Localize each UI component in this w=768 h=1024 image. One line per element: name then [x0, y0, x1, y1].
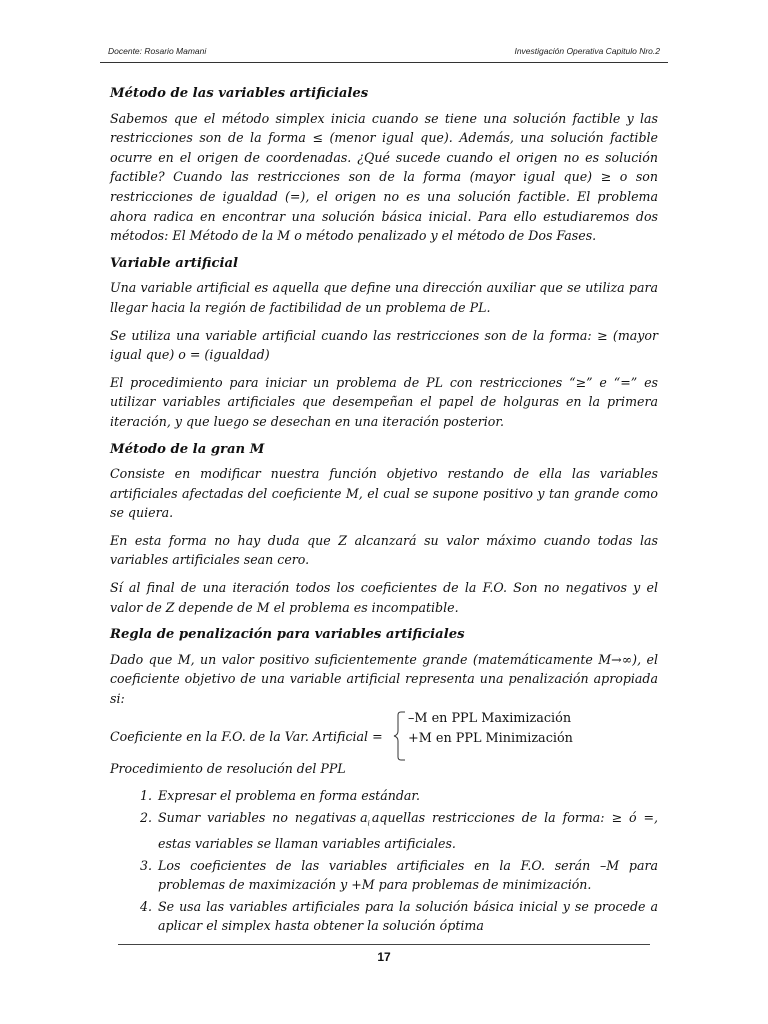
list-item: 1. Expresar el problema en forma estándar. [156, 786, 658, 806]
artificial-variable-symbol: $a_i$ [360, 809, 370, 828]
paragraph-penalty-rule: Dado que M, un valor positivo suficientemente grande (matemáticamente M→∞), el coeficiente objetivo de una variable artificial representa una penalización apropiada si: [110, 651, 658, 707]
page-body [110, 84, 658, 938]
section-title-penalty-rule: Regla de penalización para variables artificiales [110, 627, 465, 643]
paragraph-big-m-definition: Consiste en modificar nuestra función objetivo restando de ella las variables artificiales afectadas del coeficiente M, el cual se supone positivo y tan grande como se quiera. [110, 466, 658, 521]
paragraph-definition: Una variable artificial es aquella que define una dirección auxiliar que se utiliza para llegar hacia la región de factibilidad de un problema de PL. [110, 280, 658, 315]
paragraph-intro: Sabemos que el método simplex inicia cuando se tiene una solución factible y las restricciones son de la forma ≤ (menor igual que). Además, una solución factible ocurre en el origen de coordenadas. ¿Qué sucede cuando el origen no es solución factible? Cuando las restricciones son de la forma (mayor igual que) ≥ o son restricciones de igualdad (=), el origen no es una solución factible. El problema ahora radica en encontrar una solución básica inicial. Para ello estudiaremos dos métodos: El Método de la M o método penalizado y el método de Dos Fases. [110, 110, 658, 244]
section-title-artificial-variable: Variable artificial [110, 255, 239, 271]
coefficient-options [408, 709, 573, 749]
section-title-big-m: Método de la gran M [110, 441, 265, 457]
list-item: 4. Se usa las variables artificiales para la solución básica inicial y se procede a aplicar el simplex hasta obtener la solución óptima [156, 897, 658, 936]
step2-text-start: Sumar variables no negativas [158, 809, 357, 825]
list-item: 3. Los coeficientes de las variables artificiales en la F.O. serán –M para problemas de maximización y +M para problemas de minimización. [156, 856, 658, 895]
list-item [156, 808, 658, 854]
coefficient-maximization: –M en PPL Maximización [408, 710, 572, 726]
coefficient-minimization: +M en PPL Minimización [408, 730, 573, 746]
header-divider [100, 62, 668, 63]
header-course-title: Investigación Operativa Capitulo Nro.2 [514, 46, 660, 56]
coefficient-definition [110, 710, 658, 757]
section-title-artificial-methods: Método de las variables artificiales [110, 86, 369, 101]
coefficient-label: Coeficiente en la F.O. de la Var. Artificial = [110, 728, 383, 744]
header-author: Docente: Rosario Mamani [108, 46, 207, 56]
paragraph-big-m-z-value: En esta forma no hay duda que Z alcanzará su valor máximo cuando todas las variables artificiales sean cero. [110, 532, 658, 568]
paragraph-big-m-incompatible: Sí al final de una iteración todos los coeficientes de la F.O. Son no negativos y el valor de Z depende de M el problema es incompatible. [110, 580, 658, 615]
paragraph-usage: Se utiliza una variable artificial cuando las restricciones son de la forma: ≥ (mayor igual que) o = (igualdad) [110, 327, 658, 363]
procedure-title: Procedimiento de resolución del PPL [110, 760, 346, 776]
page-number: 17 [377, 950, 391, 964]
footer-divider [118, 944, 650, 945]
step2-text-end: aquellas restricciones de la forma: ≥ ó =, estas variables se llaman variables artificiales. [158, 809, 658, 851]
page-header [108, 46, 660, 60]
paragraph-procedure: El procedimiento para iniciar un problema de PL con restricciones “≥” e “=” es utilizar variables artificiales que desempeñan el papel de holguras en la primera iteración, y que luego se desechan en una iteración posterior. [110, 374, 658, 429]
curly-brace-icon [392, 711, 408, 761]
procedure-steps [110, 786, 658, 936]
